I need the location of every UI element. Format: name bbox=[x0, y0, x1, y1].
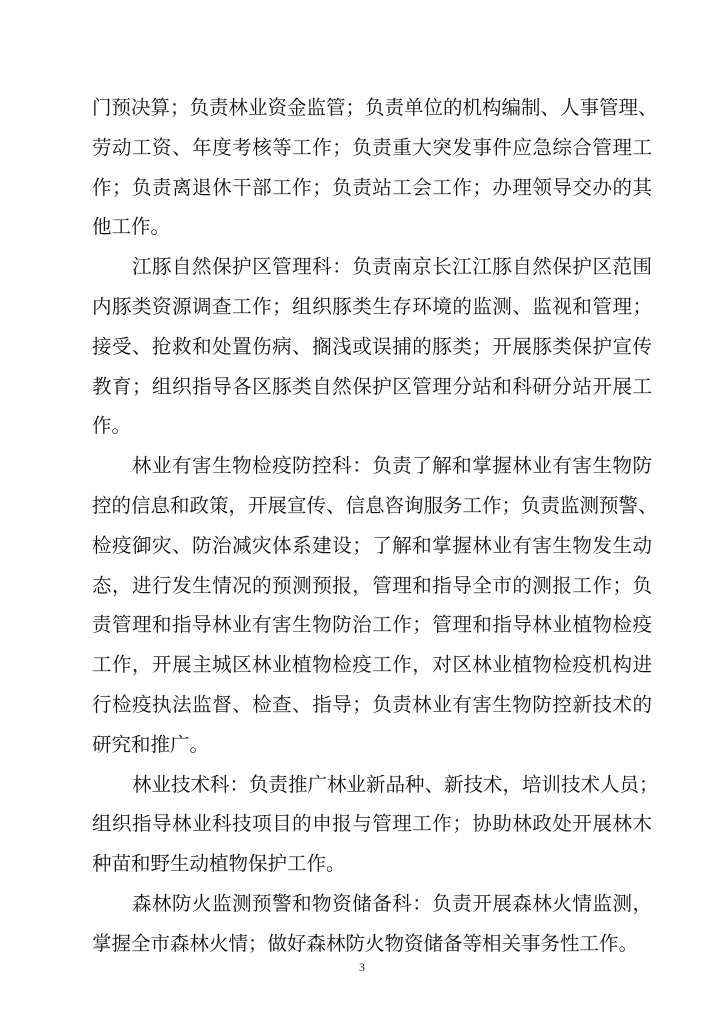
text-line: 门预决算；负责林业资金监管；负责单位的机构编制、人事管理、 bbox=[92, 96, 658, 119]
text-line: 行检疫执法监督、检查、指导；负责林业有害生物防控新技术的 bbox=[92, 692, 652, 716]
document-body bbox=[92, 88, 659, 964]
text-line: 掌握全市森林火情；做好森林防火物资储备等相关事务性工作。 bbox=[92, 931, 639, 955]
paragraph-first-line: 林业有害生物检疫防控科：负责了解和掌握林业有害生物防 bbox=[132, 454, 652, 478]
text-line: 内豚类资源调查工作；组织豚类生存环境的监测、监视和管理； bbox=[92, 294, 652, 318]
text-line: 工作，开展主城区林业植物检疫工作，对区林业植物检疫机构进 bbox=[92, 653, 652, 677]
text-line: 接受、抢救和处置伤病、搁浅或误捕的豚类；开展豚类保护宣传 bbox=[92, 334, 652, 358]
text-line: 他工作。 bbox=[92, 215, 171, 239]
page-number: 3 bbox=[359, 960, 365, 974]
text-line: 劳动工资、年度考核等工作；负责重大突发事件应急综合管理工 bbox=[92, 135, 652, 159]
text-line: 研究和推广。 bbox=[92, 732, 210, 756]
text-line: 态，进行发生情况的预测预报，管理和指导全市的测报工作；负 bbox=[92, 573, 652, 597]
paragraph-first-line: 林业技术科：负责推广林业新品种、新技术，培训技术人员； bbox=[132, 772, 659, 796]
text-line: 种苗和野生动植物保护工作。 bbox=[92, 852, 346, 876]
text-line: 责管理和指导林业有害生物防治工作；管理和指导林业植物检疫 bbox=[92, 613, 652, 637]
paragraph-first-line: 江豚自然保护区管理科：负责南京长江江豚自然保护区范围 bbox=[132, 255, 652, 279]
text-line: 教育；组织指导各区豚类自然保护区管理分站和科研分站开展工 bbox=[92, 374, 652, 398]
paragraph-first-line: 森林防火监测预警和物资储备科：负责开展森林火情监测， bbox=[132, 891, 652, 915]
text-line: 作。 bbox=[92, 414, 132, 438]
text-line: 作；负责离退休干部工作；负责站工会工作；办理领导交办的其 bbox=[92, 175, 652, 199]
text-line: 组织指导林业科技项目的申报与管理工作；协助林政处开展林木 bbox=[92, 812, 652, 836]
text-line: 检疫御灾、防治减灾体系建设；了解和掌握林业有害生物发生动 bbox=[92, 533, 652, 557]
text-line: 控的信息和政策，开展宣传、信息咨询服务工作；负责监测预警、 bbox=[92, 493, 658, 517]
